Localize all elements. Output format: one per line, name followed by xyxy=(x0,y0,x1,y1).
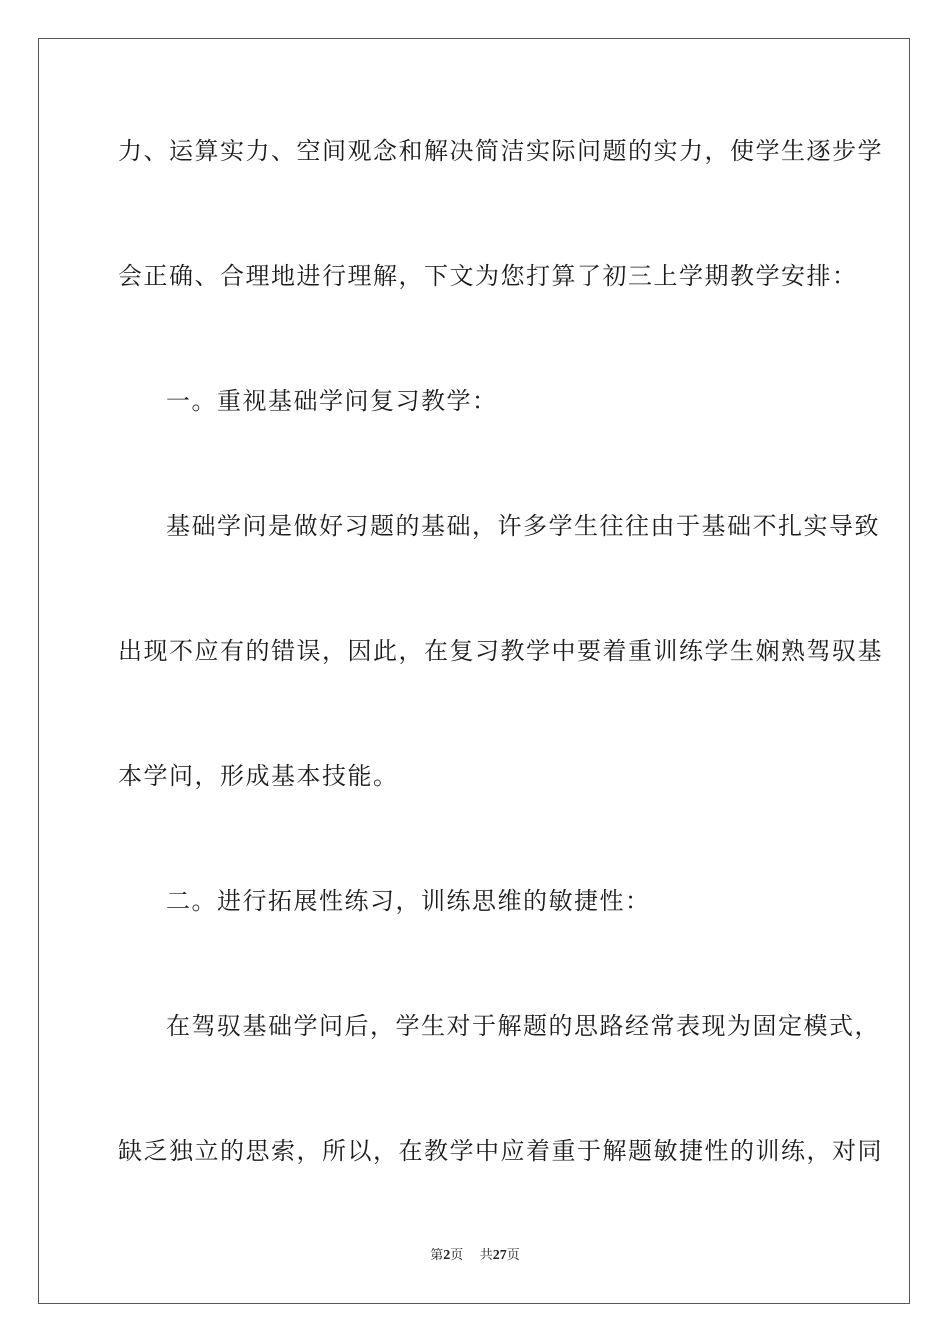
body-line-7: 缺乏独立的思索，所以，在教学中应着重于解题敏捷性的训练，对同 xyxy=(118,1137,883,1165)
body-line-2: 会正确、合理地进行理解，下文为您打算了初三上学期教学安排： xyxy=(118,262,858,290)
section-heading-2: 二。进行拓展性练习，训练思维的敏捷性： xyxy=(166,887,651,915)
footer-page-prefix: 第 xyxy=(430,1248,444,1263)
page-border xyxy=(38,38,910,1304)
body-line-3: 基础学问是做好习题的基础，许多学生往往由于基础不扎实导致 xyxy=(166,512,880,540)
footer-total-pages: 27 xyxy=(492,1248,507,1263)
footer-page-suffix: 页 xyxy=(450,1248,464,1263)
footer-total-suffix: 页 xyxy=(506,1248,520,1263)
section-heading-1: 一。重视基础学问复习教学： xyxy=(166,387,498,415)
footer-current-page: 2 xyxy=(443,1248,451,1263)
body-line-1: 力、运算实力、空间观念和解决简洁实际问题的实力，使学生逐步学 xyxy=(118,137,883,165)
body-line-4: 出现不应有的错误，因此，在复习教学中要着重训练学生娴熟驾驭基 xyxy=(118,637,883,665)
body-line-5: 本学问，形成基本技能。 xyxy=(118,762,399,790)
footer-total-prefix: 共 xyxy=(479,1248,493,1263)
body-line-6: 在驾驭基础学问后，学生对于解题的思路经常表现为固定模式， xyxy=(166,1012,880,1040)
page-footer xyxy=(0,1247,950,1265)
